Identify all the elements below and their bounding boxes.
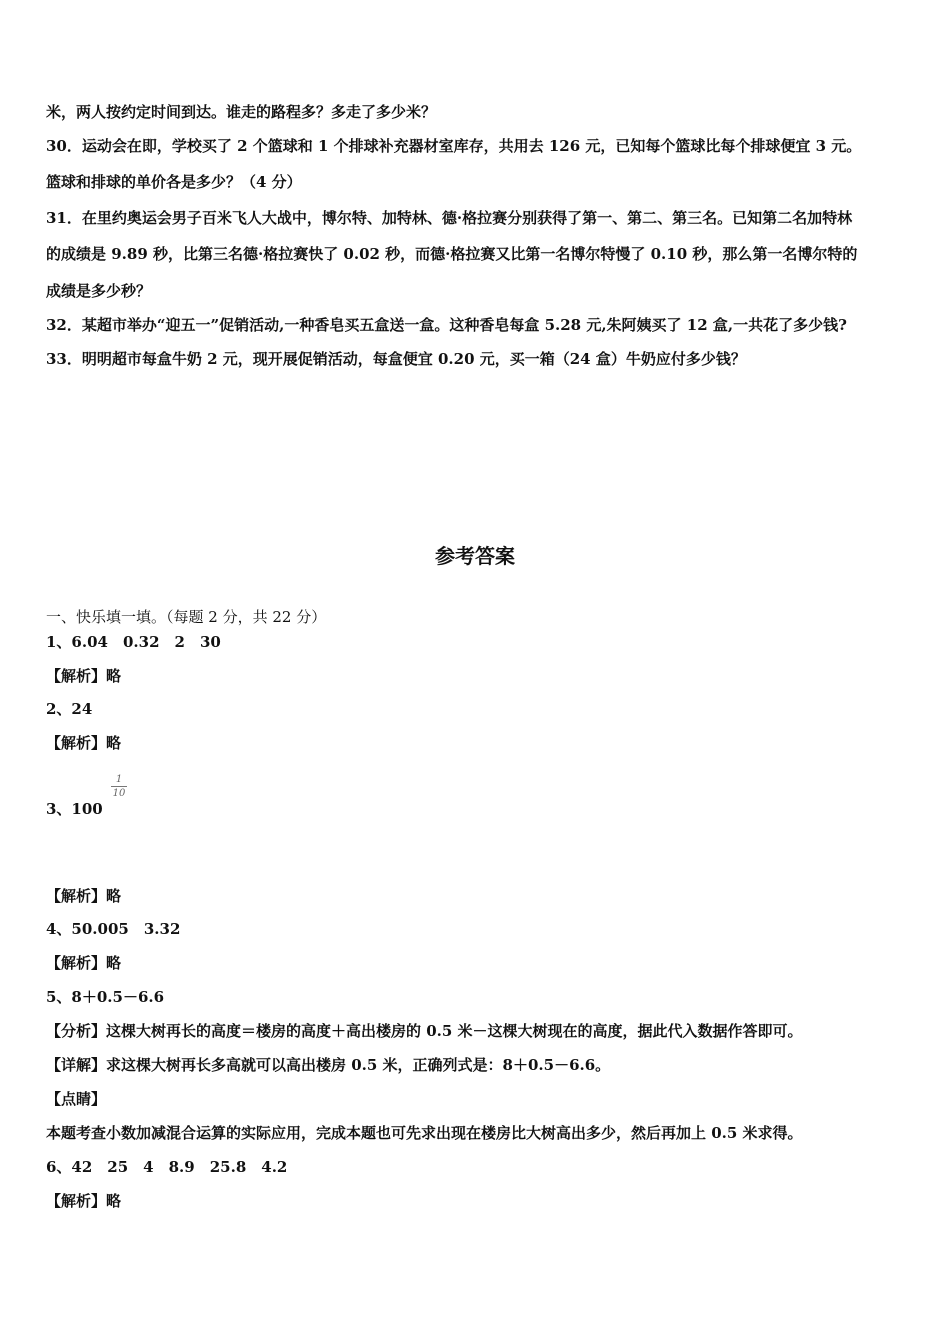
answer-5-point-label: 【点睛】	[46, 1090, 107, 1108]
answer-3: 3、100	[46, 800, 103, 818]
section-1-heading: 一、快乐填一填。（每题 2 分，共 22 分）	[46, 608, 327, 626]
answer-6-note: 【解析】略	[46, 1192, 122, 1210]
question-32: 32．某超市举办“迎五一”促销活动,一种香皂买五盒送一盒。这种香皂每盒 5.28 元,朱阿姨买了 12 盒,一共花了多少钱?	[46, 316, 847, 334]
answer-3-note: 【解析】略	[46, 887, 122, 905]
answer-5-detail: 【详解】求这棵大树再长多高就可以高出楼房 0.5 米，正确列式是：8＋0.5－6.6。	[46, 1056, 611, 1074]
answer-3-fraction	[108, 774, 130, 799]
answer-2: 2、24	[46, 700, 93, 718]
fraction-bar	[111, 786, 127, 787]
question-29-tail: 米，两人按约定时间到达。谁走的路程多？多走了多少米？	[46, 103, 437, 121]
answer-6: 6、42 25 4 8.9 25.8 4.2	[46, 1158, 288, 1176]
question-31-line-2: 的成绩是 9.89 秒，比第三名德·格拉赛快了 0.02 秒，而德·格拉赛又比第一名博尔特慢了 0.10 秒，那么第一名博尔特的	[46, 245, 858, 263]
answer-1-note: 【解析】略	[46, 667, 122, 685]
question-30-line-2: 篮球和排球的单价各是多少？（4 分）	[46, 173, 302, 191]
question-30-line-1: 30．运动会在即，学校买了 2 个篮球和 1 个排球补充器材室库存，共用去 126 元，已知每个篮球比每个排球便宜 3 元。	[46, 137, 862, 155]
answer-4: 4、50.005 3.32	[46, 920, 181, 938]
fraction-numerator: 1	[115, 774, 123, 785]
answers-title: 参考答案	[435, 544, 515, 568]
fraction-denominator: 10	[112, 788, 126, 799]
question-31-line-1: 31．在里约奥运会男子百米飞人大战中，博尔特、加特林、德·格拉赛分别获得了第一、第二、第三名。已知第二名加特林	[46, 209, 853, 227]
answer-5: 5、8＋0.5－6.6	[46, 988, 165, 1006]
answer-5-point: 本题考查小数加减混合运算的实际应用，完成本题也可先求出现在楼房比大树高出多少，然后再加上 0.5 米求得。	[46, 1124, 803, 1142]
answer-4-note: 【解析】略	[46, 954, 122, 972]
question-33: 33．明明超市每盒牛奶 2 元，现开展促销活动，每盒便宜 0.20 元，买一箱（24 盒）牛奶应付多少钱？	[46, 350, 746, 368]
answer-5-analysis: 【分析】这棵大树再长的高度＝楼房的高度＋高出楼房的 0.5 米－这棵大树现在的高度，据此代入数据作答即可。	[46, 1022, 803, 1040]
question-31-line-3: 成绩是多少秒？	[46, 282, 152, 300]
answer-1: 1、6.04 0.32 2 30	[46, 633, 221, 651]
answer-2-note: 【解析】略	[46, 734, 122, 752]
